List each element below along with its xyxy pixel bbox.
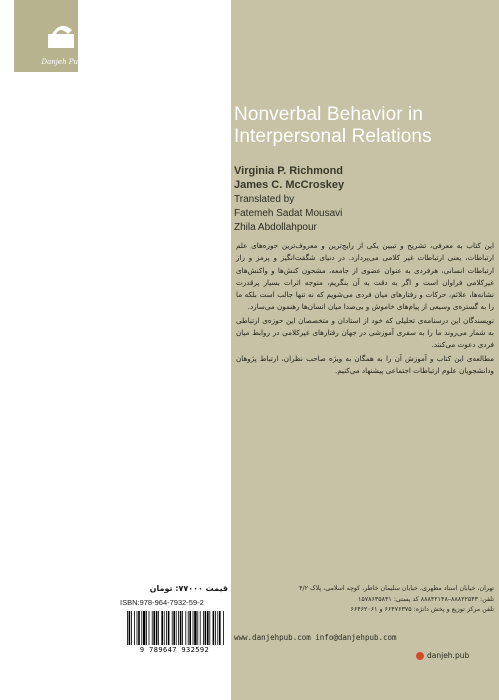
barcode-bar xyxy=(166,611,167,645)
barcode-bar xyxy=(134,611,135,645)
barcode-bar xyxy=(185,611,186,645)
barcode-bar xyxy=(146,611,147,645)
barcode-bar xyxy=(213,611,215,645)
instagram-label: danjeh.pub xyxy=(427,651,470,660)
isbn-label: ISBN:978-964-7932-59-2 xyxy=(120,598,204,607)
barcode-bar xyxy=(193,611,194,645)
barcode xyxy=(118,608,231,658)
barcode-bar xyxy=(209,611,210,645)
book-title-line: Nonverbal Behavior in xyxy=(234,104,424,125)
barcode-bar xyxy=(173,611,175,645)
barcode-bar xyxy=(205,611,207,645)
author-list xyxy=(234,164,496,192)
barcode-bar xyxy=(215,611,216,645)
translator-list xyxy=(234,193,496,235)
barcode-bar xyxy=(127,611,128,645)
instagram-handle[interactable] xyxy=(416,651,469,660)
book-title-line: Interpersonal Relations xyxy=(234,126,432,147)
book-title xyxy=(234,104,496,148)
barcode-bar xyxy=(138,611,140,645)
barcode-bar xyxy=(161,611,163,645)
book-description xyxy=(236,240,494,378)
website-line[interactable]: www.danjehpub.com info@danjehpub.com xyxy=(234,633,397,642)
barcode-bars xyxy=(126,611,226,645)
publisher-contact xyxy=(236,584,494,616)
description-paragraph: نویسندگان این درسنامه‌ی تحلیلی که خود از استادان و متخصصان این حوزه‌ی ارتباطی به شمار می‌روند ما را به سفری آموزشی در جهان رفتارهای غیرکلامی در روابط میان فردی دعوت می‌کنند. xyxy=(236,315,494,350)
translator-name: Zhila Abdollahpour xyxy=(234,222,317,233)
author-name: James C. McCroskey xyxy=(234,179,345,191)
barcode-digits: 9 789647 932592 xyxy=(139,646,210,654)
barcode-bar xyxy=(182,611,183,645)
barcode-bar xyxy=(149,611,150,645)
translator-name: Fatemeh Sadat Mousavi xyxy=(234,208,343,219)
barcode-bar xyxy=(172,611,173,645)
barcode-bar xyxy=(197,611,198,645)
barcode-bar xyxy=(188,611,189,645)
barcode-bar xyxy=(152,611,153,645)
barcode-bar xyxy=(131,611,132,645)
publisher-logo xyxy=(14,0,83,72)
barcode-bar xyxy=(158,611,159,645)
description-paragraph: مطالعه‌ی این کتاب و آموزش آن را به همگان به ویژه صاحب نظران، ارتباط پژوهان ودانشجویان علوم ارتباطات اجتماعی پیشنهاد می‌کنیم. xyxy=(236,353,494,375)
price-label: قیمت ۷۷۰۰۰: تومان xyxy=(149,584,228,593)
barcode-bar xyxy=(143,611,145,645)
barcode-bar xyxy=(141,611,142,645)
barcode-bar xyxy=(217,611,218,645)
barcode-bar xyxy=(189,611,191,645)
barcode-bar xyxy=(219,611,221,645)
author-name: Virginia P. Richmond xyxy=(234,165,344,177)
publisher-phones: تلفن: ۸۸۸۲۲۵۴۳–۸۸۸۴۲۱۴۸ کد پستی: ۱۵۷۸۶۳۵۸۳۱ xyxy=(357,595,494,603)
barcode-bar xyxy=(207,611,209,645)
barcode-bar xyxy=(178,611,179,645)
barcode-bar xyxy=(203,611,204,645)
barcode-bar xyxy=(156,611,158,645)
description-paragraph: این کتاب به معرفی، تشریح و تبیین یکی از رایج‌ترین و معروف‌ترین حوزه‌های علم ارتباطات، یعنی ارتباطات غیر کلامی می‌پردازد. در دنیای شگفت‌انگیز و پرمز و راز ارتباطات انسانی، هرفردی به عنوان عضوی از جامعه، مشحون کنش‌ها و واکنش‌های غیرکلامی فراوان است و اگر به دقت به آن بنگریم، متوجه اثرات بسیار پرقدرت نشانه‌ها، علائم، حرکات و رفتارهای میان فردی می‌شویم که نه تنها جالب است بلکه ما را به گستره‌ی وسیعی از پیام‌های خاموش و بی‌صدا میان انسان‌ها رهنمون می‌سازد. xyxy=(236,241,494,312)
publisher-address: تهران، خیابان استاد مطهری، خیابان سلیمان خاطر، کوچه اسلامی، پلاک ۴/۲ xyxy=(299,585,494,592)
barcode-bar xyxy=(176,611,177,645)
barcode-bar xyxy=(129,611,131,645)
barcode-bar xyxy=(180,611,182,645)
barcode-bar xyxy=(200,611,201,645)
translated-by-label: Translated by xyxy=(234,194,295,205)
barcode-bar xyxy=(153,611,155,645)
barcode-bar xyxy=(194,611,196,645)
barcode-bar xyxy=(223,611,224,645)
publisher-name: Danjeh Pub xyxy=(41,58,83,66)
barcode-bar xyxy=(137,611,138,645)
barcode-bar xyxy=(168,611,170,645)
distribution-phones: تلفن مرکز توزیع و پخش دانژه: ۶۶۴۷۶۳۷۵ و ۶۶۴۶۲۰۶۱ xyxy=(350,606,494,613)
publisher-logo-icon xyxy=(48,22,74,48)
barcode-bar xyxy=(164,611,165,645)
instagram-icon xyxy=(416,652,424,660)
